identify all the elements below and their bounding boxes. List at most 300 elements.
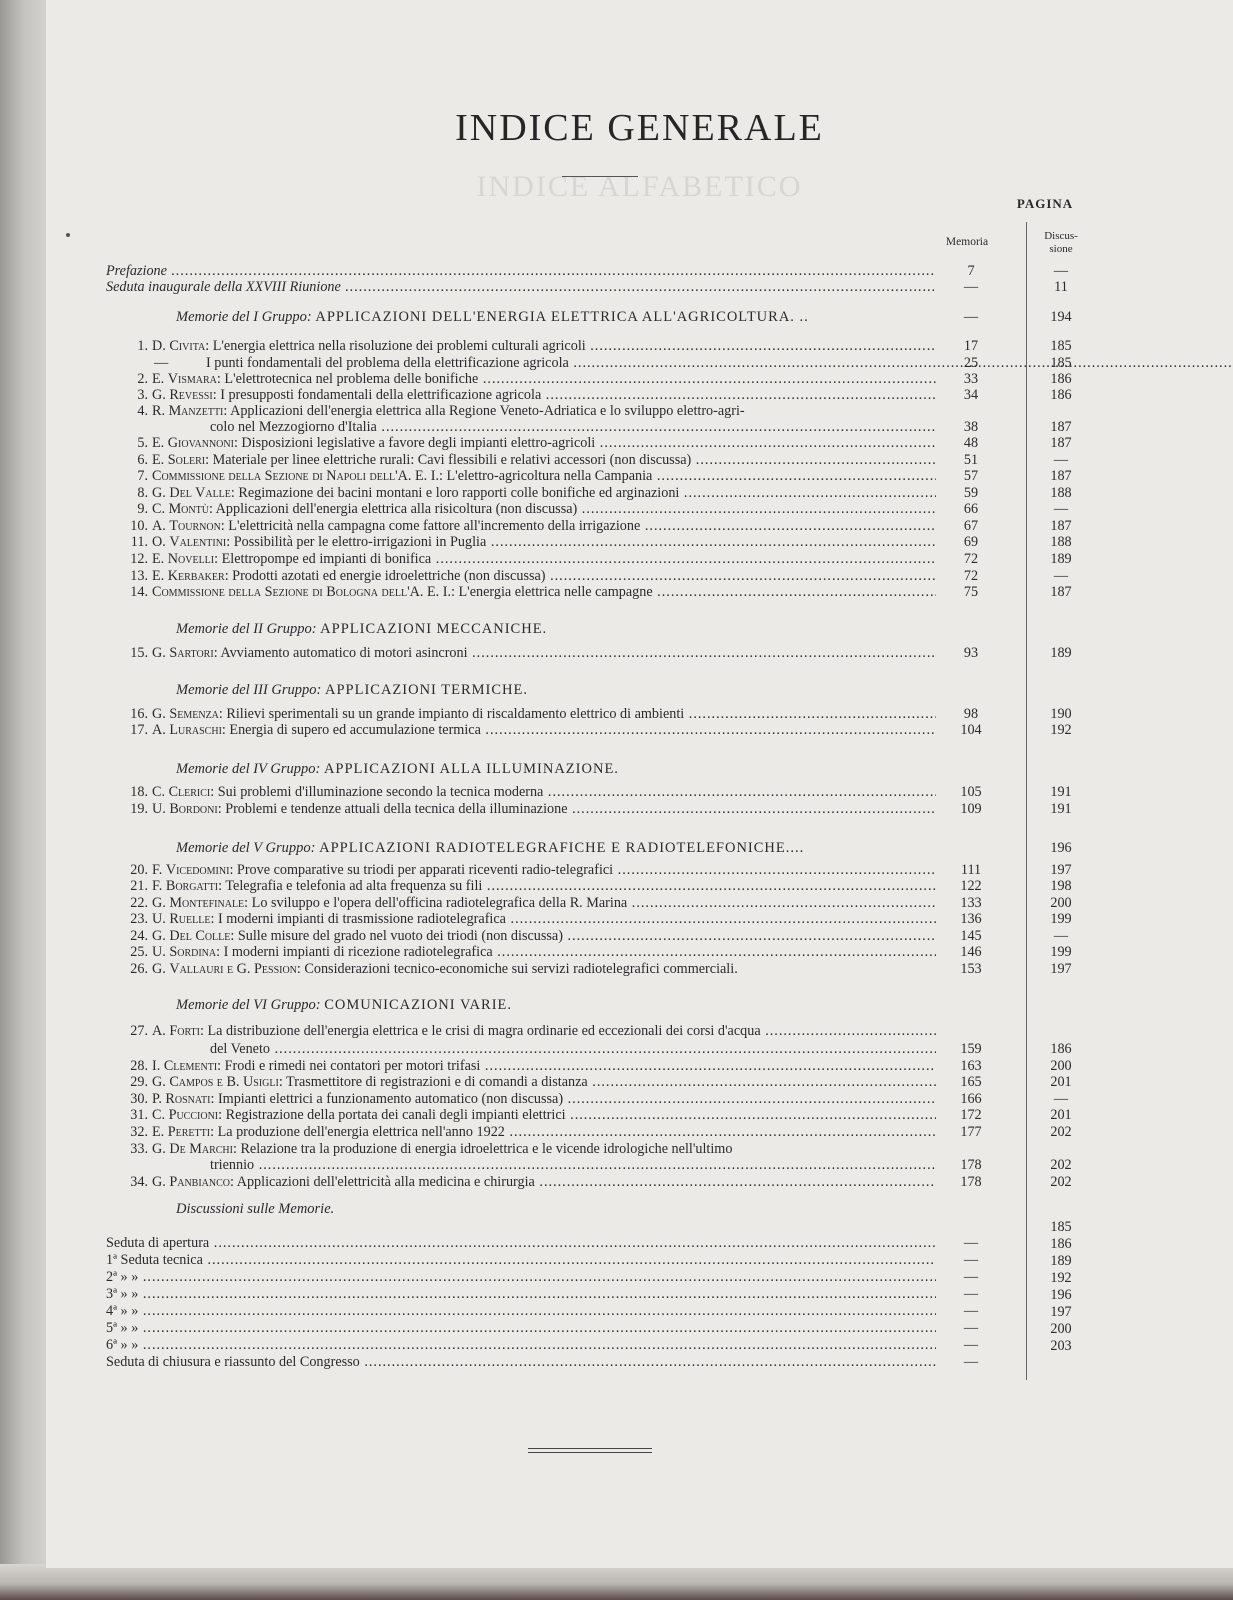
author-initial: R. bbox=[152, 403, 169, 419]
page-discussione: 189 bbox=[1050, 645, 1072, 661]
page-discussione: 187 bbox=[1050, 584, 1072, 600]
index-rows bbox=[46, 0, 1233, 1568]
author-initial: G. bbox=[152, 1141, 170, 1157]
entry-text bbox=[152, 783, 936, 801]
page-memoria: 109 bbox=[960, 801, 982, 817]
author-initial: U. bbox=[152, 801, 170, 817]
entry-title: : Possibilità per le elettro-irrigazioni in Puglia bbox=[226, 534, 487, 550]
index-entry bbox=[106, 960, 1010, 978]
author-name: Ruelle bbox=[169, 911, 211, 927]
group-title: APPLICAZIONI ALLA ILLUMINAZIONE. bbox=[323, 761, 619, 777]
group-prefix: Memorie del V Gruppo: bbox=[176, 840, 320, 856]
page-discussione: 196 bbox=[1050, 840, 1072, 856]
entry-text bbox=[152, 434, 936, 452]
entry-number: 29. bbox=[130, 1074, 148, 1090]
entry-text: Seduta inaugurale della XXVIII Riunione ..... bbox=[106, 278, 936, 296]
page-discussione: 198 bbox=[1050, 878, 1072, 894]
entry-title: : Telegrafia e telefonia ad alta frequenza su fili bbox=[218, 878, 483, 894]
page-discussione: 189 bbox=[1050, 1253, 1072, 1269]
header-discussione: Discus- sione bbox=[1044, 230, 1078, 255]
author-initial: C. bbox=[152, 784, 169, 800]
group-prefix: Memorie del VI Gruppo: bbox=[176, 997, 325, 1013]
author-initial: A. bbox=[152, 518, 170, 534]
group-heading bbox=[176, 760, 619, 778]
entry-text: Seduta di chiusura e riassunto del Congresso ..... bbox=[106, 1353, 936, 1371]
entry-text bbox=[152, 550, 936, 568]
entry-number: 25. bbox=[130, 944, 148, 960]
entry-title: : Applicazioni dell'energia elettrica alla risicoltura (non discussa) bbox=[208, 501, 578, 517]
group-prefix: Memorie del II Gruppo: bbox=[176, 621, 321, 637]
group-title: APPLICAZIONI RADIOTELEGRAFICHE E RADIOTELEFONICHE.... bbox=[319, 840, 805, 856]
bottom-rule-2 bbox=[528, 1452, 652, 1453]
index-entry bbox=[106, 1022, 1010, 1040]
author-name: Civita bbox=[169, 338, 206, 354]
author-initial: A. bbox=[152, 1023, 170, 1039]
entry-number: 22. bbox=[130, 895, 148, 911]
page-memoria: 48 bbox=[963, 435, 979, 451]
entry-number: 12. bbox=[130, 551, 148, 567]
entry-number: 23. bbox=[130, 911, 148, 927]
page-memoria: 166 bbox=[960, 1091, 982, 1107]
page-memoria: 67 bbox=[963, 518, 979, 534]
entry-number: 2. bbox=[137, 371, 148, 387]
page-discussione: — bbox=[1053, 1091, 1069, 1107]
author-initial: E. bbox=[152, 1124, 168, 1140]
page-memoria: 178 bbox=[960, 1174, 982, 1190]
author-initial: C. bbox=[152, 1107, 169, 1123]
group-heading bbox=[176, 996, 512, 1014]
discussion-row bbox=[106, 1285, 1010, 1303]
index-entry bbox=[106, 550, 1010, 568]
entry-number: 33. bbox=[130, 1141, 148, 1157]
header-memoria: Memoria bbox=[945, 236, 989, 248]
author-name: Tournon bbox=[169, 518, 221, 534]
author-initial: G. bbox=[152, 387, 170, 403]
page bbox=[46, 0, 1233, 1568]
entry-number: 16. bbox=[130, 706, 148, 722]
page-discussione: 187 bbox=[1050, 435, 1072, 451]
entry-title: : Sui problemi d'illuminazione secondo la tecnica moderna bbox=[210, 784, 544, 800]
page-memoria: 72 bbox=[963, 568, 979, 584]
entry-text bbox=[152, 721, 936, 739]
entry-title: : Rilievi sperimentali su un grande impianto di riscaldamento elettrico di ambienti bbox=[218, 706, 685, 722]
index-entry bbox=[106, 800, 1010, 818]
entry-text: 4ª » » ..... bbox=[106, 1302, 936, 1320]
page-memoria: 163 bbox=[960, 1058, 982, 1074]
page-memoria: 7 bbox=[967, 263, 975, 279]
author-name: Borgatti bbox=[165, 878, 219, 894]
page-memoria: 136 bbox=[960, 911, 982, 927]
page-memoria: — bbox=[963, 1269, 979, 1285]
page-discussione: 186 bbox=[1050, 371, 1072, 387]
entry-title: : L'elettrotecnica nel problema delle bonifiche bbox=[216, 371, 479, 387]
entry-text: 5ª » » ..... bbox=[106, 1319, 936, 1337]
author-initial: A. bbox=[152, 722, 170, 738]
author-name: Soleri bbox=[167, 452, 206, 468]
index-entry bbox=[106, 583, 1010, 601]
page-discussione: 197 bbox=[1050, 961, 1072, 977]
page-discussione: 199 bbox=[1050, 944, 1072, 960]
page-discussione: 203 bbox=[1050, 1338, 1072, 1354]
page-memoria: — bbox=[963, 1337, 979, 1353]
author-name: Campos e B. Usigli bbox=[169, 1074, 279, 1090]
page-memoria: 57 bbox=[963, 468, 979, 484]
page-memoria: 133 bbox=[960, 895, 982, 911]
page-memoria: 75 bbox=[963, 584, 979, 600]
author-name: Kerbaker bbox=[167, 568, 225, 584]
entry-title: del Veneto bbox=[210, 1041, 271, 1057]
entry-number: 7. bbox=[137, 468, 148, 484]
entry-text bbox=[152, 800, 936, 818]
page-memoria: 66 bbox=[963, 501, 979, 517]
entry-text bbox=[152, 1173, 936, 1191]
page-memoria: — bbox=[963, 279, 979, 295]
entry-text bbox=[152, 337, 936, 355]
entry-title: : Considerazioni tecnico-economiche sui servizi radiotelegrafici commerciali. bbox=[296, 961, 738, 977]
author-name: Clerici bbox=[168, 784, 211, 800]
author-initial: G. bbox=[152, 485, 170, 501]
author-initial: G. bbox=[152, 961, 170, 977]
index-entry bbox=[106, 337, 1010, 355]
entry-title: : Materiale per linee elettriche rurali: Cavi flessibili e relativi accessori (non discussa) bbox=[205, 452, 692, 468]
entry-text: 1ª Seduta tecnica ..... bbox=[106, 1251, 936, 1269]
index-entry bbox=[106, 783, 1010, 801]
page-discussione: 187 bbox=[1050, 468, 1072, 484]
index-entry bbox=[106, 467, 1010, 485]
entry-number: 18. bbox=[130, 784, 148, 800]
discussions-heading-text: Discussioni sulle Memorie. bbox=[176, 1201, 335, 1217]
index-entry bbox=[106, 533, 1010, 551]
author-name: Rosnati bbox=[165, 1091, 211, 1107]
entry-title: : Frodi e rimedi nei contatori per motori trifasi bbox=[217, 1058, 481, 1074]
author-initial: U. bbox=[152, 944, 170, 960]
entry-text: 6ª » » ..... bbox=[106, 1336, 936, 1354]
author-name: Vallauri e G. Pession bbox=[169, 961, 297, 977]
bleed-through-text: INDICE ALFABETICO bbox=[476, 170, 803, 203]
entry-title: : Sulle misure del grado nel vuoto dei triodi (non discussa) bbox=[230, 928, 563, 944]
page-memoria: 105 bbox=[960, 784, 982, 800]
page-memoria: 145 bbox=[960, 928, 982, 944]
entry-text: 2ª » » ..... bbox=[106, 1268, 936, 1286]
index-entry bbox=[106, 1123, 1010, 1141]
group-title: APPLICAZIONI DELL'ENERGIA ELETTRICA ALL'AGRICOLTURA. .. bbox=[315, 309, 809, 325]
entry-number: 8. bbox=[137, 485, 148, 501]
entry-number: 27. bbox=[130, 1023, 148, 1039]
page-discussione: 201 bbox=[1050, 1074, 1072, 1090]
group-title: COMUNICAZIONI VARIE. bbox=[324, 997, 513, 1013]
page-memoria: — bbox=[963, 1354, 979, 1370]
page-memoria: 34 bbox=[963, 387, 979, 403]
author-name: Vismara bbox=[167, 371, 217, 387]
discussion-row bbox=[106, 1319, 1010, 1337]
page-discussione: — bbox=[1053, 263, 1069, 279]
page-memoria: 33 bbox=[963, 371, 979, 387]
page-discussione: 188 bbox=[1050, 534, 1072, 550]
entry-title: : Regimazione dei bacini montani e loro rapporti colle bonifiche ed arginazioni bbox=[230, 485, 680, 501]
entry-text bbox=[210, 1040, 936, 1058]
index-entry bbox=[106, 943, 1010, 961]
page-discussione: 197 bbox=[1050, 862, 1072, 878]
index-entry bbox=[106, 1173, 1010, 1191]
index-entry bbox=[106, 721, 1010, 739]
entry-title: : Applicazioni dell'energia elettrica alla Regione Veneto-Adriatica e lo sviluppo elettro-agri- bbox=[223, 403, 745, 419]
page-discussione: — bbox=[1053, 928, 1069, 944]
entry-title: : Lo sviluppo e l'opera dell'officina radiotelegrafica della R. Marina bbox=[244, 895, 628, 911]
author-name: Panbianco bbox=[169, 1174, 231, 1190]
index-entry bbox=[106, 910, 1010, 928]
page-discussione: 186 bbox=[1050, 1041, 1072, 1057]
entry-number: 34. bbox=[130, 1174, 148, 1190]
page-discussione: 199 bbox=[1050, 911, 1072, 927]
author-name: Sartori bbox=[169, 645, 214, 661]
author-initial: F. bbox=[152, 862, 166, 878]
entry-title: : L'energia elettrica nella risoluzione dei problemi culturali agricoli bbox=[205, 338, 586, 354]
author-name: Puccioni bbox=[168, 1107, 219, 1123]
header-pagina: PAGINA bbox=[1016, 196, 1074, 211]
page-memoria: 72 bbox=[963, 551, 979, 567]
discussion-row bbox=[106, 1251, 1010, 1269]
author-name: Valentini bbox=[169, 534, 227, 550]
entry-title: : Trasmettitore di registrazioni e di comandi a distanza bbox=[278, 1074, 588, 1090]
entry-text bbox=[152, 1123, 936, 1141]
page-memoria: 38 bbox=[963, 419, 979, 435]
page-memoria: 172 bbox=[960, 1107, 982, 1123]
discussions-heading bbox=[176, 1200, 334, 1218]
author-name: Peretti bbox=[167, 1124, 211, 1140]
page-discussione: 191 bbox=[1050, 784, 1072, 800]
page-memoria: 177 bbox=[960, 1124, 982, 1140]
page-memoria: 51 bbox=[963, 452, 979, 468]
entry-number: 14. bbox=[130, 584, 148, 600]
author-initial: E. bbox=[152, 452, 168, 468]
page-memoria: — bbox=[963, 1303, 979, 1319]
page-memoria: 165 bbox=[960, 1074, 982, 1090]
group-prefix: Memorie del III Gruppo: bbox=[176, 682, 325, 698]
index-entry bbox=[106, 1040, 1010, 1058]
entry-text bbox=[152, 533, 936, 551]
group-title: APPLICAZIONI MECCANICHE. bbox=[320, 621, 548, 637]
entry-number: 5. bbox=[137, 435, 148, 451]
page-memoria: 17 bbox=[963, 338, 979, 354]
author-name: Forti bbox=[169, 1023, 200, 1039]
page-discussione: 191 bbox=[1050, 801, 1072, 817]
author-initial: E. bbox=[152, 371, 168, 387]
book-spine bbox=[0, 0, 50, 1600]
entry-text: 3ª » » ..... bbox=[106, 1285, 936, 1303]
entry-title: colo nel Mezzogiorno d'Italia bbox=[210, 419, 377, 435]
entry-title: : Prove comparative su triodi per apparati riceventi radio-telegrafici bbox=[229, 862, 614, 878]
entry-text bbox=[152, 583, 936, 601]
discussion-row bbox=[106, 1302, 1010, 1320]
author-name: Del Colle bbox=[169, 928, 231, 944]
author-name: Luraschi bbox=[169, 722, 222, 738]
entry-text bbox=[152, 960, 936, 978]
entry-title: : Registrazione della portata dei canali degli impianti elettrici bbox=[218, 1107, 566, 1123]
entry-text bbox=[152, 943, 936, 961]
entry-number: 1. bbox=[137, 338, 148, 354]
author-initial: G. bbox=[152, 928, 170, 944]
entry-text bbox=[152, 910, 936, 928]
page-memoria: — bbox=[963, 1320, 979, 1336]
entry-title: : L'elettricità nella campagna come fattore all'incremento della irrigazione bbox=[220, 518, 641, 534]
page-discussione: 194 bbox=[1050, 309, 1072, 325]
entry-title: : L'energia elettrica nelle campagne bbox=[451, 584, 653, 600]
page-discussione: 202 bbox=[1050, 1157, 1072, 1173]
entry-text: Prefazione ..... bbox=[106, 262, 936, 280]
author-initial: O. bbox=[152, 534, 170, 550]
entry-number: 3. bbox=[137, 387, 148, 403]
discussion-row bbox=[106, 1234, 1010, 1252]
page-memoria: 59 bbox=[963, 485, 979, 501]
entry-number: 28. bbox=[130, 1058, 148, 1074]
author-initial: G. bbox=[152, 895, 170, 911]
entry-text bbox=[152, 644, 936, 662]
author-name: Novelli bbox=[167, 551, 215, 567]
group-title: APPLICAZIONI TERMICHE. bbox=[325, 682, 528, 698]
page-discussione: 188 bbox=[1050, 485, 1072, 501]
page-discussione: 185 bbox=[1050, 1219, 1072, 1235]
page-discussione: 202 bbox=[1050, 1174, 1072, 1190]
author-initial: G. bbox=[152, 1174, 170, 1190]
entry-title: : L'elettro-agricoltura nella Campania bbox=[439, 468, 653, 484]
front-matter-row bbox=[106, 278, 1010, 296]
entry-number: 11. bbox=[130, 534, 148, 550]
entry-text: Seduta di apertura ..... bbox=[106, 1234, 936, 1252]
page-discussione: 11 bbox=[1054, 279, 1068, 295]
entry-number: 26. bbox=[130, 961, 148, 977]
author-name: Del Valle bbox=[169, 485, 231, 501]
author-name: Commissione della Sezione di Napoli dell'A. E. I. bbox=[152, 468, 440, 484]
page-discussione: 185 bbox=[1050, 338, 1072, 354]
index-entry bbox=[106, 500, 1010, 518]
page-memoria: 111 bbox=[960, 862, 982, 878]
page-discussione: — bbox=[1053, 452, 1069, 468]
entry-text bbox=[152, 1022, 936, 1040]
author-name: Bordoni bbox=[169, 801, 218, 817]
page-discussione: 192 bbox=[1050, 722, 1072, 738]
page-memoria: 146 bbox=[960, 944, 982, 960]
ditto-dash: — bbox=[154, 355, 169, 371]
author-name: De Marchi bbox=[169, 1141, 233, 1157]
page-discussione: 197 bbox=[1050, 1304, 1072, 1320]
entry-text bbox=[152, 877, 936, 895]
author-name: Clementi bbox=[163, 1058, 218, 1074]
author-initial: E. bbox=[152, 568, 168, 584]
entry-number: 21. bbox=[130, 878, 148, 894]
entry-title: : Prodotti azotati ed energie idroelettriche (non discussa) bbox=[224, 568, 546, 584]
page-memoria: — bbox=[963, 309, 979, 325]
page-title: INDICE GENERALE bbox=[455, 107, 824, 149]
index-entry bbox=[106, 644, 1010, 662]
entry-title: : I moderni impianti di trasmissione radiotelegrafica bbox=[210, 911, 506, 927]
entry-number: 17. bbox=[130, 722, 148, 738]
page-memoria: 122 bbox=[960, 878, 982, 894]
page-discussione: 200 bbox=[1050, 895, 1072, 911]
author-initial: C. bbox=[152, 501, 169, 517]
entry-title: : I presupposti fondamentali della elettrificazione agricola bbox=[212, 387, 542, 403]
page-discussione: 189 bbox=[1050, 551, 1072, 567]
page-memoria: 159 bbox=[960, 1041, 982, 1057]
author-initial: E. bbox=[152, 551, 168, 567]
author-initial: P. bbox=[152, 1091, 166, 1107]
page-discussione: 202 bbox=[1050, 1124, 1072, 1140]
group-prefix: Memorie del IV Gruppo: bbox=[176, 761, 324, 777]
entry-number: 15. bbox=[130, 645, 148, 661]
entry-title: : La produzione dell'energia elettrica nell'anno 1922 bbox=[210, 1124, 505, 1140]
page-memoria: 104 bbox=[960, 722, 982, 738]
author-name: Montù bbox=[168, 501, 209, 517]
entry-number: 9. bbox=[137, 501, 148, 517]
page-discussione: 185 bbox=[1050, 355, 1072, 371]
entry-title: triennio bbox=[210, 1157, 255, 1173]
page-memoria: 69 bbox=[963, 534, 979, 550]
page-discussione: — bbox=[1053, 501, 1069, 517]
page-memoria: 98 bbox=[963, 706, 979, 722]
bottom-rule-1 bbox=[528, 1448, 652, 1449]
entry-title: I punti fondamentali del problema della elettrificazione agricola bbox=[206, 355, 569, 371]
group-heading bbox=[176, 839, 804, 857]
index-entry bbox=[106, 434, 1010, 452]
page-discussione: 196 bbox=[1050, 1287, 1072, 1303]
entry-title: : Relazione tra la produzione di energia idroelettrica e le vicende idrologiche nell'ultimo bbox=[232, 1141, 733, 1157]
author-name: Semenza bbox=[169, 706, 219, 722]
group-heading bbox=[176, 308, 809, 326]
author-name: Manzetti bbox=[168, 403, 224, 419]
page-memoria: 25 bbox=[963, 355, 979, 371]
page-discussione: 200 bbox=[1050, 1321, 1072, 1337]
entry-number: 4. bbox=[137, 403, 148, 419]
page-discussione: 186 bbox=[1050, 387, 1072, 403]
page-discussione: 187 bbox=[1050, 419, 1072, 435]
entry-text bbox=[152, 1073, 936, 1091]
author-initial: G. bbox=[152, 706, 170, 722]
page-memoria: 153 bbox=[960, 961, 982, 977]
page-discussione: 200 bbox=[1050, 1058, 1072, 1074]
page-discussione: 187 bbox=[1050, 518, 1072, 534]
author-name: Vicedomini bbox=[165, 862, 230, 878]
entry-title: : I moderni impianti di ricezione radiotelegrafica bbox=[216, 944, 493, 960]
entry-title: : Problemi e tendenze attuali della tecnica della illuminazione bbox=[217, 801, 568, 817]
author-name: Commissione della Sezione di Bologna dell'A. E. I. bbox=[152, 584, 452, 600]
entry-title: : Avviamento automatico di motori asincroni bbox=[213, 645, 468, 661]
group-heading bbox=[176, 681, 528, 699]
author-initial: E. bbox=[152, 435, 168, 451]
page-memoria: — bbox=[963, 1286, 979, 1302]
author-name: Sordina bbox=[169, 944, 217, 960]
author-initial: D. bbox=[152, 338, 170, 354]
author-initial: U. bbox=[152, 911, 170, 927]
entry-text bbox=[152, 1106, 936, 1124]
discussion-row bbox=[106, 1353, 1010, 1371]
index-entry bbox=[106, 1156, 1010, 1174]
entry-title: : Impianti elettrici a funzionamento automatico (non discussa) bbox=[210, 1091, 564, 1107]
entry-title: : La distribuzione dell'energia elettrica e le crisi di magra ordinarie ed eccezionali dei corsi d'acqua bbox=[199, 1023, 761, 1039]
book-bottom-edge bbox=[0, 1564, 1233, 1600]
page-discussione: 201 bbox=[1050, 1107, 1072, 1123]
page-discussione: — bbox=[1053, 568, 1069, 584]
page-memoria: 178 bbox=[960, 1157, 982, 1173]
entry-number: 30. bbox=[130, 1091, 148, 1107]
entry-text bbox=[210, 1156, 936, 1174]
entry-number: 32. bbox=[130, 1124, 148, 1140]
entry-title: : Applicazioni dell'elettricità alla medicina e chirurgia bbox=[230, 1174, 535, 1190]
entry-title: : Energia di supero ed accumulazione termica bbox=[221, 722, 481, 738]
index-entry bbox=[106, 1106, 1010, 1124]
entry-number: 19. bbox=[130, 801, 148, 817]
entry-text bbox=[152, 467, 936, 485]
entry-title: : Elettropompe ed impianti di bonifica bbox=[214, 551, 432, 567]
index-entry bbox=[106, 877, 1010, 895]
